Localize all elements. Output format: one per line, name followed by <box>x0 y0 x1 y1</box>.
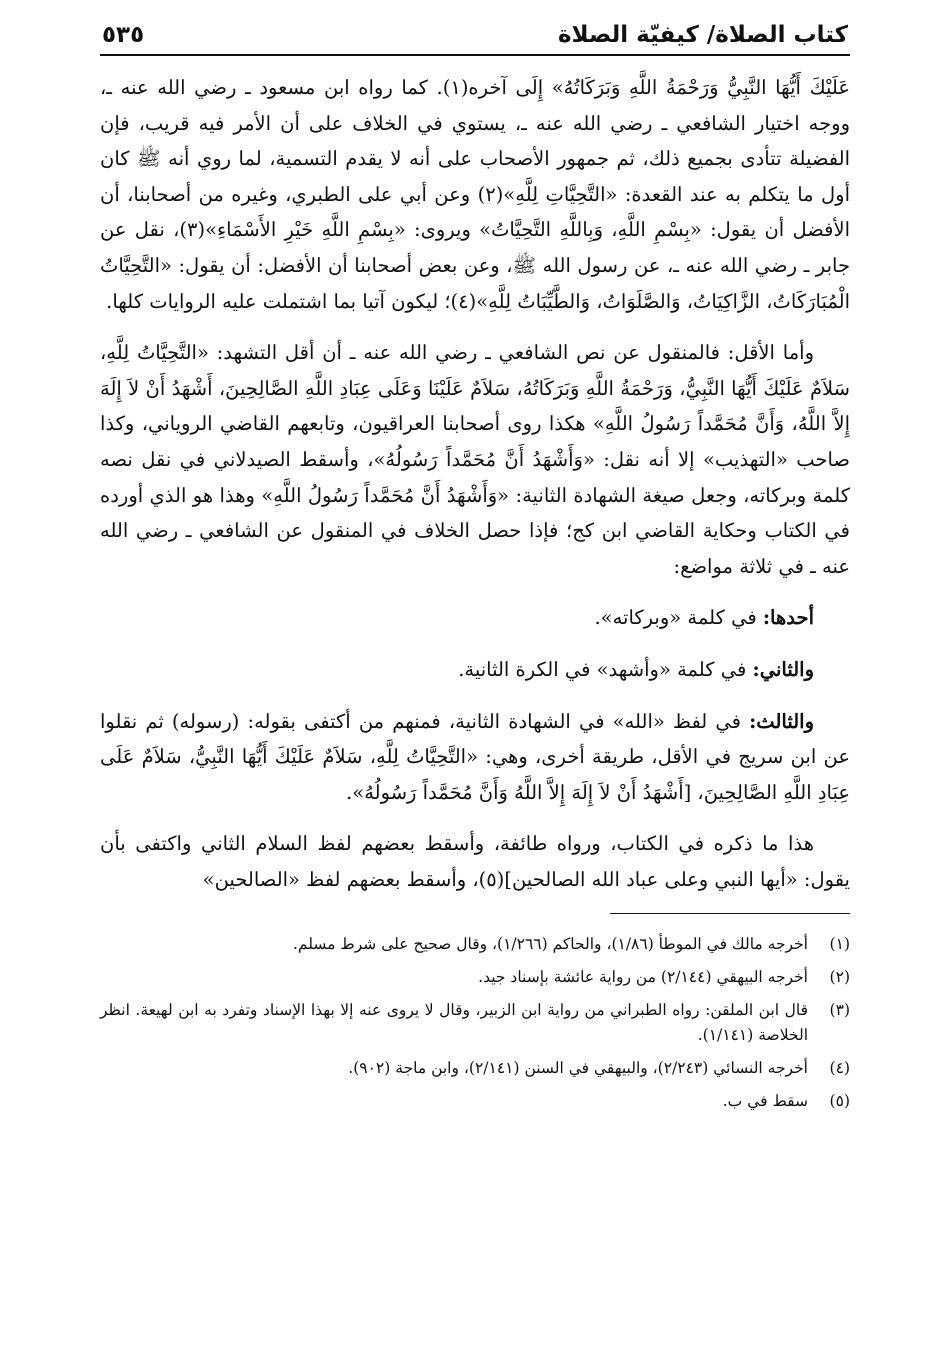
footnote-separator <box>610 913 850 914</box>
book-page <box>100 22 850 1122</box>
point-text: في لفظ «الله» في الشهادة الثانية، فمنهم من أكتفى بقوله: (رسوله) ثم نقلوا عن ابن سريج في الأقل، طريقة أخرى، وهي: «التَّحِيَّاتُ لِلَّهِ، سَلاَمٌ عَلَيْكَ أَيُّهَا النَّبِيُّ، سَلاَمٌ عَلَى عِبَادِ اللَّهِ الصَّالِحِينَ، [أَشْهَدُ أَنْ لاَ إِلَهَ إِلاَّ اللَّهُ وَأَنَّ مُحَمَّداً رَسُولُهُ». <box>100 709 850 804</box>
footnotes <box>100 932 850 1114</box>
point-text: في كلمة «وأشهد» في الكرة الثانية. <box>458 657 753 681</box>
footnote-text: أخرجه النسائي (٢/٢٤٣)، والبيهقي في السنن (٢/١٤١)، وابن ماجة (٩٠٢). <box>348 1059 808 1078</box>
paragraph-intro: عَلَيْكَ أَيُّهَا النَّبِيُّ وَرَحْمَةُ اللَّهِ وَبَرَكَاتُهُ» إِلَى آخره(١). كما رواه ابن مسعود ـ رضي الله عنه ـ، ووجه اختيار الشافعي ـ رضي الله عنه ـ، يستوي في الخلاف على أن الأمر فيه قريب، فإن الفضيلة تتأدى بجميع ذلك، ثم جمهور الأصحاب على أنه لا يقدم التسمية، لما روي أنه ﷺ كان أول ما يتكلم به عند القعدة: «التَّحِيَّاتِ لِلَّهِ»(٢) وعن أبي على الطبري، وغيره من أصحابنا، أن الأفضل أن يقول: «بِسْمِ اللَّهِ، وَبِاللَّهِ التَّحِيَّاتُ» ويروى: «بِسْمِ اللَّهِ خَيْرِ الأَسْمَاءِ»(٣)، نقل عن جابر ـ رضي الله عنه ـ، عن رسول الله ﷺ، وعن بعض أصحابنا أن الأفضل: أن يقول: «التَّحِيَّاتُ الْمُبَارَكَاتُ، الزَّاكِيَاتُ، وَالصَّلَوَاتُ، وَالطَّيِّبَاتُ لِلَّهِ»(٤)؛ ليكون آتيا بما اشتملت عليه الروايات كلها. <box>100 76 850 313</box>
footnote-text: أخرجه مالك في الموطأ (١/٨٦)، والحاكم (١/٢٦٦)، وقال صحيح على شرط مسلم. <box>292 935 808 954</box>
point-lead: والثاني: <box>752 657 814 681</box>
footnote-item <box>100 1056 850 1081</box>
footnote-number: (٢) <box>829 968 850 987</box>
paragraph-minimum-tashahhud: وأما الأقل: فالمنقول عن نص الشافعي ـ رضي الله عنه ـ أن أقل التشهد: «التَّحِيَّاتُ لِلَّهِ، سَلاَمٌ عَلَيْكَ أَيُّهَا النَّبِيُّ، وَرَحْمَةُ اللَّهِ وَبَرَكَاتُهُ، سَلاَمٌ عَلَيْنَا وَعَلَى عِبَادِ اللَّهِ الصَّالِحِينَ، أَشْهَدُ أَنْ لاَ إِلَهَ إِلاَّ اللَّهُ، وَأَنَّ مُحَمَّداً رَسُولُ اللَّهِ» هكذا روى أصحابنا العراقيون، وتابعهم القاضي الروياني، وكذا صاحب «التهذيب» إلا أنه نقل: «وَأَشْهَدُ أَنَّ مُحَمَّداً رَسُولُهُ»، وأسقط الصيدلاني في نقل نصه كلمة وبركاته، وجعل صيغة الشهادة الثانية: «وَأَشْهَدُ أَنَّ مُحَمَّداً رَسُولُ اللَّهِ» وهذا هو الذي أورده في الكتاب وحكاية القاضي ابن كج؛ فإذا حصل الخلاف في المنقول عن الشافعي ـ رضي الله عنه ـ في ثلاثة مواضع: <box>100 341 850 578</box>
footnote-number: (٤) <box>829 1059 850 1078</box>
footnote-item <box>100 965 850 990</box>
footnote-item <box>100 998 850 1048</box>
main-text <box>100 70 850 897</box>
running-header <box>100 22 850 56</box>
page-number: ٥٣٥ <box>102 22 145 48</box>
footnote-text: أخرجه البيهقي (٢/١٤٤) من رواية عائشة بإسناد جيد. <box>478 968 808 987</box>
footnote-number: (٥) <box>829 1092 850 1111</box>
paragraph-third-point <box>100 704 850 811</box>
footnote-text: سقط في ب. <box>722 1092 808 1111</box>
footnote-item <box>100 932 850 957</box>
footnote-text: قال ابن الملقن: رواه الطبراني من رواية ابن الزبير، وقال لا يروى عنه إلا بهذا الإسناد وتفرد به ابن لهيعة. انظر الخلاصة (١/١٤١). <box>100 1001 808 1045</box>
paragraph-closing: هذا ما ذكره في الكتاب، ورواه طائفة، وأسقط بعضهم لفظ السلام الثاني واكتفى بأن يقول: «أيها النبي وعلى عباد الله الصالحين](٥)، وأسقط بعضهم لفظ «الصالحين» <box>100 832 850 891</box>
point-text: في كلمة «وبركاته». <box>594 606 763 630</box>
footnote-number: (١) <box>829 935 850 954</box>
paragraph-second-point <box>100 652 850 688</box>
footnote-item <box>100 1089 850 1114</box>
point-lead: والثالث: <box>749 709 814 733</box>
point-lead: أحدها: <box>762 606 814 630</box>
running-title: كتاب الصلاة/ كيفيّة الصلاة <box>557 22 848 48</box>
footnote-number: (٣) <box>829 1001 850 1020</box>
paragraph-first-point <box>100 600 850 636</box>
